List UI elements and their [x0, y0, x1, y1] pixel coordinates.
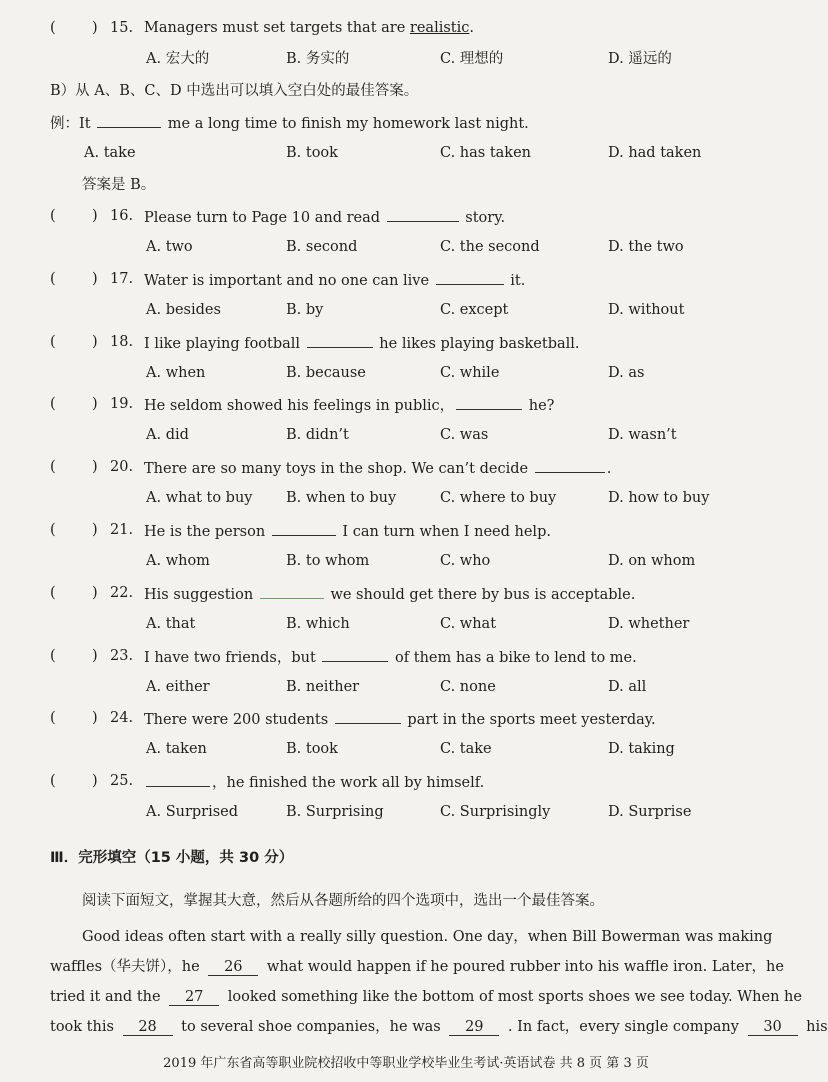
answer-paren[interactable] — [50, 269, 98, 289]
example-answer: 答案是 B。 — [82, 177, 156, 193]
answer-blank — [322, 646, 388, 662]
option-d: D. had taken — [608, 145, 702, 161]
cloze-blank-26[interactable]: 26 — [208, 959, 258, 976]
option-d[interactable]: D. taking — [608, 741, 675, 757]
option-b[interactable]: B. second — [286, 239, 358, 255]
option-b[interactable]: B. when to buy — [286, 490, 397, 506]
question-stem: There were 200 students part in the sports meet yesterday. — [144, 708, 656, 730]
cloze-blank-30[interactable]: 30 — [748, 1019, 798, 1036]
answer-blank — [272, 520, 336, 536]
answer-blank — [97, 112, 161, 128]
option-a[interactable]: A. that — [146, 616, 196, 632]
answer-blank — [436, 269, 504, 285]
option-d[interactable]: D. how to buy — [608, 490, 710, 506]
cloze-blank-29[interactable]: 29 — [449, 1019, 499, 1036]
paren-right: ) — [92, 20, 98, 36]
question-number: 25. — [110, 773, 134, 789]
question-number: 20. — [110, 459, 134, 475]
paren-right: ) — [92, 334, 98, 350]
passage-line-4: took this 28 to several shoe companies，he was 29 . In fact，every single company 30 his — [50, 1019, 828, 1035]
paren-right: ) — [92, 648, 98, 664]
cloze-blank-28[interactable]: 28 — [123, 1019, 173, 1036]
passage-line-3: tried it and the 27 looked something like the bottom of most sports shoes we see today. When he — [50, 989, 802, 1005]
option-b[interactable]: B. to whom — [286, 553, 370, 569]
question-number: 22. — [110, 585, 134, 601]
option-b[interactable]: B. which — [286, 616, 350, 632]
question-stem: His suggestion we should get there by bus is acceptable. — [144, 583, 635, 605]
question-stem: He seldom showed his feelings in public， he? — [144, 394, 554, 416]
paren-right: ) — [92, 710, 98, 726]
paren-left: ( — [50, 334, 56, 350]
answer-paren[interactable] — [50, 457, 98, 477]
paren-left: ( — [50, 459, 56, 475]
option-a[interactable]: A. either — [146, 679, 210, 695]
question-number: 19. — [110, 396, 134, 412]
example-sentence: 例：It me a long time to finish my homework last night. — [50, 112, 529, 134]
answer-blank — [335, 708, 401, 724]
option-c[interactable]: C. the second — [440, 239, 540, 255]
option-b[interactable]: B. took — [286, 741, 338, 757]
answer-paren[interactable] — [50, 771, 98, 791]
underlined-word: realistic — [409, 20, 470, 36]
option-a[interactable]: A. taken — [146, 741, 207, 757]
question-number: 17. — [110, 271, 134, 287]
option-a[interactable]: A. when — [146, 365, 206, 381]
question-number: 15. — [110, 20, 134, 36]
option-c[interactable]: C. 理想的 — [440, 51, 504, 67]
question-stem: He is the person I can turn when I need help. — [144, 520, 551, 542]
section-instruction: 阅读下面短文，掌握其大意，然后从各题所给的四个选项中，选出一个最佳答案。 — [82, 893, 604, 909]
option-a[interactable]: A. whom — [146, 553, 210, 569]
question-number: 16. — [110, 208, 134, 224]
answer-blank — [535, 457, 605, 473]
answer-blank — [456, 394, 522, 410]
answer-paren[interactable] — [50, 708, 98, 728]
paren-left: ( — [50, 522, 56, 538]
option-c[interactable]: C. Surprisingly — [440, 804, 551, 820]
answer-paren[interactable] — [50, 646, 98, 666]
answer-paren[interactable] — [50, 394, 98, 414]
answer-paren[interactable] — [50, 206, 98, 226]
section-heading: Ⅲ．完形填空（15 小题，共 30 分） — [50, 850, 294, 866]
paren-left: ( — [50, 773, 56, 789]
paren-right: ) — [92, 585, 98, 601]
answer-paren[interactable] — [50, 520, 98, 540]
option-d[interactable]: D. the two — [608, 239, 684, 255]
option-c[interactable]: C. what — [440, 616, 497, 632]
answer-blank — [387, 206, 459, 222]
option-d[interactable]: D. as — [608, 365, 645, 381]
option-a[interactable]: A. 宏大的 — [146, 51, 210, 67]
option-a[interactable]: A. Surprised — [146, 804, 239, 820]
paren-left: ( — [50, 396, 56, 412]
cloze-blank-27[interactable]: 27 — [169, 989, 219, 1006]
paren-left: ( — [50, 271, 56, 287]
paren-right: ) — [92, 396, 98, 412]
option-c[interactable]: C. none — [440, 679, 496, 695]
option-b[interactable]: B. by — [286, 302, 324, 318]
option-c[interactable]: C. who — [440, 553, 491, 569]
paren-right: ) — [92, 522, 98, 538]
option-c[interactable]: C. except — [440, 302, 509, 318]
option-c[interactable]: C. take — [440, 741, 492, 757]
option-d[interactable]: D. 遥远的 — [608, 51, 672, 67]
option-c[interactable]: C. was — [440, 427, 489, 443]
question-stem: Please turn to Page 10 and read story. — [144, 206, 505, 228]
question-stem: I have two friends，but of them has a bike to lend to me. — [144, 646, 637, 668]
answer-paren[interactable] — [50, 583, 98, 603]
passage-line-2: waffles（华夫饼），he 26 what would happen if he poured rubber into his waffle iron. Later，he — [50, 959, 784, 975]
option-b[interactable]: B. because — [286, 365, 366, 381]
section-b-instruction: B）从 A、B、C、D 中选出可以填入空白处的最佳答案。 — [50, 83, 419, 99]
question-stem: ，he finished the work all by himself. — [144, 771, 484, 793]
option-c[interactable]: C. where to buy — [440, 490, 557, 506]
paren-right: ) — [92, 773, 98, 789]
option-b[interactable]: B. 务实的 — [286, 51, 350, 67]
passage-line-1: Good ideas often start with a really silly question. One day，when Bill Bowerman was making — [82, 929, 773, 945]
question-number: 24. — [110, 710, 134, 726]
answer-blank — [260, 583, 324, 599]
option-a[interactable]: A. what to buy — [146, 490, 253, 506]
paren-left: ( — [50, 710, 56, 726]
option-d[interactable]: D. all — [608, 679, 647, 695]
option-c[interactable]: C. while — [440, 365, 500, 381]
answer-blank — [146, 771, 210, 787]
option-c: C. has taken — [440, 145, 532, 161]
option-a: A. take — [84, 145, 136, 161]
option-d[interactable]: D. whether — [608, 616, 690, 632]
paren-right: ) — [92, 208, 98, 224]
answer-blank — [307, 332, 373, 348]
option-d[interactable]: D. on whom — [608, 553, 696, 569]
option-b[interactable]: B. didn’t — [286, 427, 349, 443]
paren-left: ( — [50, 20, 56, 36]
question-number: 21. — [110, 522, 134, 538]
question-stem: Water is important and no one can live it. — [144, 269, 525, 291]
option-b[interactable]: B. neither — [286, 679, 360, 695]
question-stem: Managers must set targets that are realistic. — [144, 20, 474, 36]
option-a[interactable]: A. two — [146, 239, 193, 255]
page-footer: 2019 年广东省高等职业院校招收中等职业学校毕业生考试·英语试卷 共 8 页 第 3 页 — [163, 1056, 649, 1071]
question-stem: I like playing football he likes playing basketball. — [144, 332, 580, 354]
answer-paren[interactable] — [50, 18, 98, 38]
option-d[interactable]: D. Surprise — [608, 804, 692, 820]
paren-left: ( — [50, 208, 56, 224]
question-number: 23. — [110, 648, 134, 664]
question-number: 18. — [110, 334, 134, 350]
paren-right: ) — [92, 459, 98, 475]
option-a[interactable]: A. did — [146, 427, 189, 443]
paren-right: ) — [92, 271, 98, 287]
option-b[interactable]: B. Surprising — [286, 804, 384, 820]
question-stem: There are so many toys in the shop. We can’t decide . — [144, 457, 611, 479]
option-d[interactable]: D. without — [608, 302, 685, 318]
answer-paren[interactable] — [50, 332, 98, 352]
option-d[interactable]: D. wasn’t — [608, 427, 677, 443]
paren-left: ( — [50, 585, 56, 601]
paren-left: ( — [50, 648, 56, 664]
option-a[interactable]: A. besides — [146, 302, 221, 318]
option-b: B. took — [286, 145, 338, 161]
